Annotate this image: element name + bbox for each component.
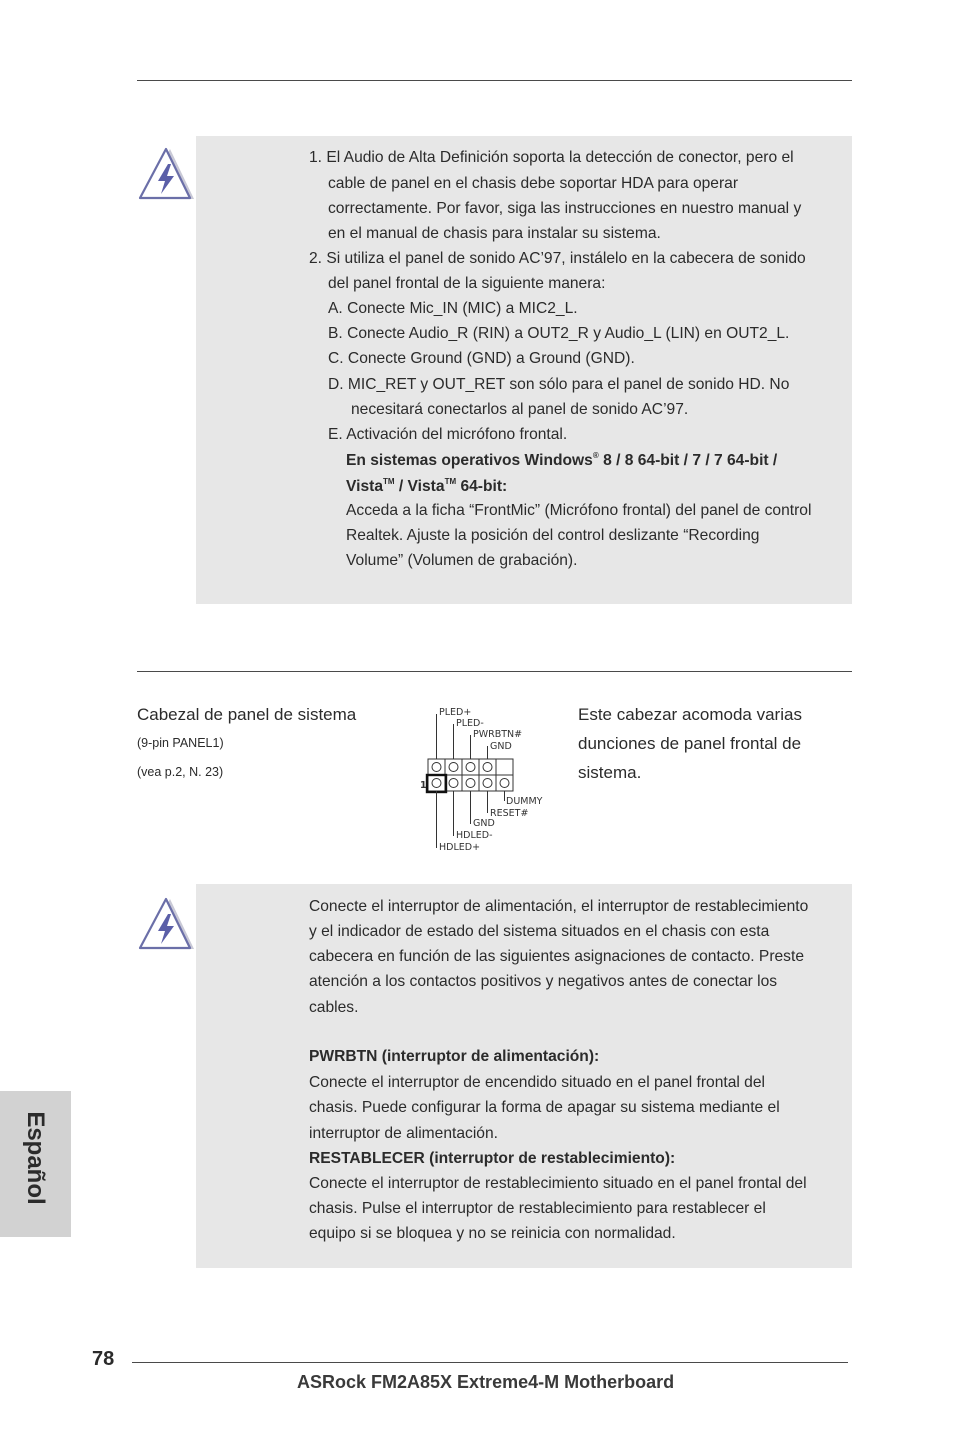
pin-label-pled-minus: PLED- bbox=[456, 718, 484, 729]
hda-os-line2 bbox=[346, 477, 507, 497]
os-line1-pre: En sistemas operativos Windows bbox=[346, 452, 593, 469]
panel-intro-line2: y el indicador de estado del sistema situados en el chasis con esta bbox=[309, 923, 770, 940]
warning-icon bbox=[136, 896, 196, 952]
hda-step-a: A. Conecte Mic_IN (MIC) a MIC2_L. bbox=[328, 300, 578, 317]
hda-item2-line1: 2. Si utiliza el panel de sonido AC’97, instálelo en la cabecera de sonido bbox=[309, 250, 806, 267]
page-number: 78 bbox=[92, 1348, 115, 1370]
hda-step-d-line2: necesitará conectarlos al panel de sonido AC’97. bbox=[351, 401, 689, 418]
warning-icon bbox=[136, 146, 196, 202]
pwrbtn-text-line2: chasis. Puede configurar la forma de apagar su sistema mediante el bbox=[309, 1099, 780, 1116]
panel-header-desc-line2: dunciones de panel frontal de bbox=[578, 734, 802, 753]
panel-header-pin-label: (9-pin PANEL1) bbox=[137, 736, 224, 750]
hda-step-c: C. Conecte Ground (GND) a Ground (GND). bbox=[328, 350, 635, 367]
os-line1-post: 8 / 8 64-bit / 7 / 7 64-bit / bbox=[598, 452, 778, 469]
panel-header-desc-line1: Este cabezar acomoda varias bbox=[578, 705, 802, 724]
hda-item1-line1: 1. El Audio de Alta Definición soporta la detección de conector, pero el bbox=[309, 149, 794, 166]
hda-item1-line4: en el manual de chasis para instalar su sistema. bbox=[328, 225, 661, 242]
hda-item2-line2: del panel frontal de la siguiente manera: bbox=[328, 275, 606, 292]
pwrbtn-heading: PWRBTN (interruptor de alimentación): bbox=[309, 1048, 600, 1065]
pin-label-reset: RESET# bbox=[490, 808, 529, 819]
pin-label-dummy: DUMMY bbox=[506, 796, 543, 807]
hda-step-b: B. Conecte Audio_R (RIN) a OUT2_R y Audio_L (LIN) en OUT2_L. bbox=[328, 325, 790, 342]
panel-header-diagram bbox=[420, 704, 560, 854]
pin-label-hdled-plus: HDLED+ bbox=[439, 842, 481, 853]
hda-instructions-line3: Volume” (Volumen de grabación). bbox=[346, 552, 578, 569]
hda-step-d-line1: D. MIC_RET y OUT_RET son sólo para el panel de sonido HD. No bbox=[328, 376, 790, 393]
pin-1-marker: 1 bbox=[420, 780, 427, 791]
reset-heading: RESTABLECER (interruptor de restablecimiento): bbox=[309, 1150, 676, 1167]
hda-os-line1 bbox=[346, 451, 777, 471]
panel-intro-line4: atención a los contactos positivos y negativos antes de conectar los bbox=[309, 973, 778, 990]
pin-label-pwrbtn: PWRBTN# bbox=[473, 729, 523, 740]
reset-text-line2: chasis. Pulse el interruptor de restablecimiento para restablecer el bbox=[309, 1200, 766, 1217]
hda-instructions-line1: Acceda a la ficha “FrontMic” (Micrófono frontal) del panel de control bbox=[346, 502, 812, 519]
footer-title: ASRock FM2A85X Extreme4-M Motherboard bbox=[297, 1372, 675, 1392]
panel-intro-line1: Conecte el interruptor de alimentación, el interruptor de restablecimiento bbox=[309, 898, 809, 915]
panel-header-reference: (vea p.2, N. 23) bbox=[137, 765, 224, 779]
hda-item1-line2: cable de panel en el chasis debe soportar HDA para operar bbox=[328, 175, 739, 192]
language-side-tab-label: Español bbox=[22, 1111, 49, 1205]
pwrbtn-text-line1: Conecte el interruptor de encendido situado en el panel frontal del bbox=[309, 1074, 765, 1091]
hda-step-e: E. Activación del micrófono frontal. bbox=[328, 426, 568, 443]
trademark-2: TM bbox=[444, 477, 457, 486]
pin-label-hdled-minus: HDLED- bbox=[456, 830, 493, 841]
hda-item1-line3: correctamente. Por favor, siga las instrucciones en nuestro manual y bbox=[328, 200, 802, 217]
top-rule bbox=[137, 80, 852, 81]
pwrbtn-text-line3: interruptor de alimentación. bbox=[309, 1125, 498, 1142]
pin-label-pled-plus: PLED+ bbox=[439, 707, 472, 718]
reset-text-line1: Conecte el interruptor de restablecimiento situado en el panel frontal del bbox=[309, 1175, 807, 1192]
panel-intro-line3: cabecera en función de las siguientes asignaciones de contacto. Preste bbox=[309, 948, 804, 965]
registered-mark: ® bbox=[592, 451, 599, 460]
hda-instructions-line2: Realtek. Ajuste la posición del control deslizante “Recording bbox=[346, 527, 760, 544]
section-rule bbox=[137, 671, 852, 672]
os-line2-a: Vista bbox=[346, 478, 383, 495]
panel-header-desc-line3: sistema. bbox=[578, 763, 642, 782]
panel-header-title: Cabezal de panel de sistema bbox=[137, 705, 357, 724]
footer-rule bbox=[132, 1362, 848, 1363]
panel-intro-line5: cables. bbox=[309, 999, 359, 1016]
trademark-1: TM bbox=[383, 477, 395, 486]
os-line2-b: / Vista bbox=[394, 478, 445, 495]
pin-label-gnd-bottom: GND bbox=[473, 818, 495, 829]
os-line2-c: 64-bit: bbox=[456, 478, 508, 495]
reset-text-line3: equipo si se bloquea y no se reinicia con normalidad. bbox=[309, 1225, 676, 1242]
pin-label-gnd-top: GND bbox=[490, 741, 512, 752]
